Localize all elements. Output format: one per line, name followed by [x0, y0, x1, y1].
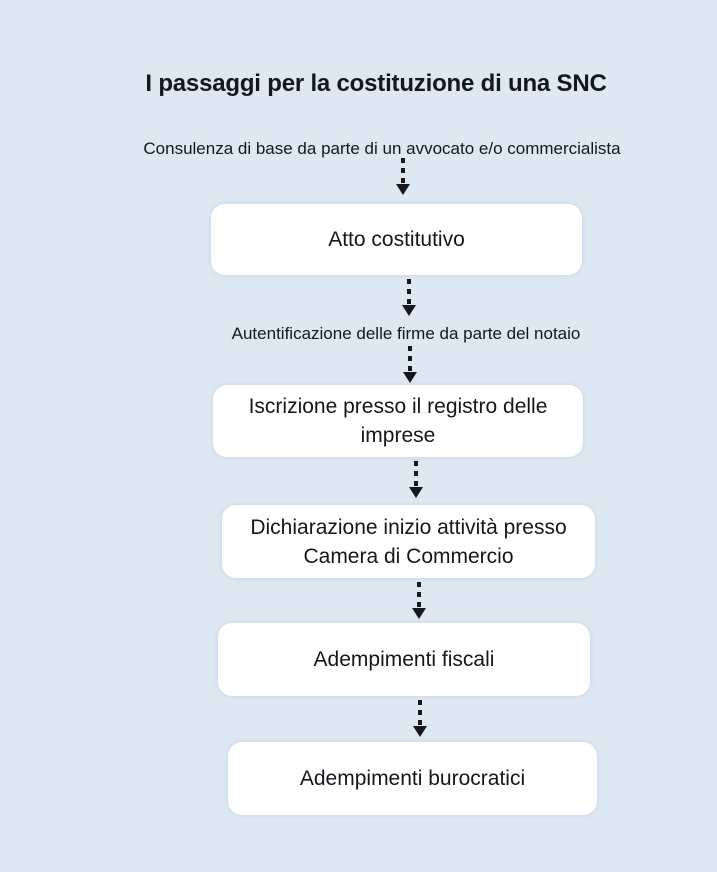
- flow-box-label: Dichiarazione inizio attività presso Camera di Commercio: [250, 515, 567, 568]
- dashed-arrow-down-icon: [395, 158, 411, 195]
- dashed-arrow-down-icon: [408, 461, 424, 498]
- flow-box-dichiarazione-inizio-attivita: [222, 505, 595, 578]
- arrow-shaft: [418, 700, 422, 726]
- arrow-head: [402, 305, 416, 316]
- flow-box-iscrizione-registro-imprese: [213, 385, 583, 457]
- arrow-head: [409, 487, 423, 498]
- dashed-arrow-down-icon: [412, 700, 428, 737]
- page-title: I passaggi per la costituzione di una SNC: [145, 70, 607, 97]
- arrow-shaft: [407, 279, 411, 305]
- flow-box-atto-costitutivo: [211, 204, 582, 275]
- arrow-shaft: [408, 346, 412, 372]
- dashed-arrow-down-icon: [401, 279, 417, 316]
- arrow-head: [403, 372, 417, 383]
- flow-label-consulenza: Consulenza di base da parte di un avvocato e/o commercialista: [143, 139, 621, 158]
- arrow-shaft: [414, 461, 418, 487]
- flow-box-label: Iscrizione presso il registro delle imprese: [248, 395, 548, 447]
- flow-label-autentificazione: Autentificazione delle firme da parte del notaio: [231, 324, 581, 343]
- arrow-shaft: [417, 582, 421, 608]
- arrow-shaft: [401, 158, 405, 184]
- flow-box-label: Atto costitutivo: [328, 228, 465, 251]
- flow-box-adempimenti-fiscali: [218, 623, 590, 696]
- arrow-head: [412, 608, 426, 619]
- dashed-arrow-down-icon: [402, 346, 418, 383]
- dashed-arrow-down-icon: [411, 582, 427, 619]
- arrow-head: [413, 726, 427, 737]
- flow-box-label: Adempimenti fiscali: [313, 648, 495, 671]
- arrow-head: [396, 184, 410, 195]
- flow-box-label: Adempimenti burocratici: [299, 767, 526, 790]
- flow-box-adempimenti-burocratici: [228, 742, 597, 815]
